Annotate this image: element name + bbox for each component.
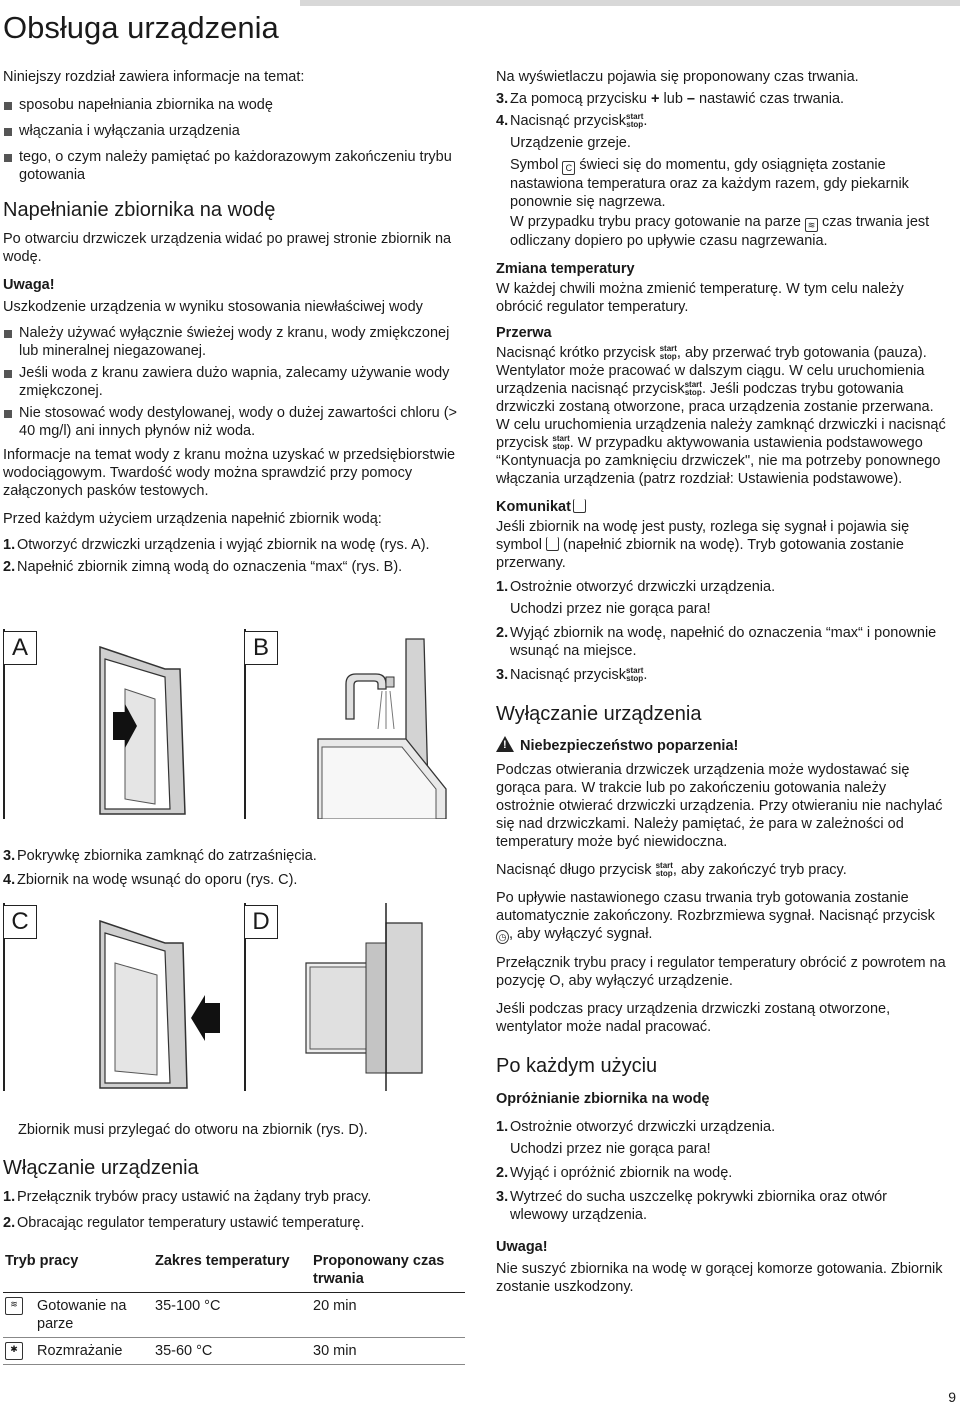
- display-text: Na wyświetlaczu pojawia się proponowany czas trwania.: [496, 69, 859, 85]
- table-header: Tryb pracy: [3, 1248, 153, 1293]
- left-steps-b: [3, 847, 463, 893]
- start-stop-icon: start stop: [552, 434, 570, 452]
- figure-a: [3, 629, 241, 819]
- caution-bullet: Należy używać wyłącznie świeżej wody z kranu, wody zmiękczonej lub mineralnej niegazowanej.: [3, 324, 463, 360]
- pause-heading: Przerwa: [496, 325, 552, 341]
- step-4: 4. Nacisnąć przyciskstart stop. Urządzenie grzeje. Symbol C świeci się do momentu, gdy osiągnięta zostanie nastawiona temperatura oraz za każdym razem, gdy piekarnik ponownie się nagrzewa. W przypadku trybu pracy gotowanie na parze ≋ czas trwania jest odliczany dopiero po upływie czasu nagrzewania.: [496, 112, 930, 249]
- temp-change-heading: Zmiana temperatury: [496, 261, 635, 277]
- start-stop-icon: start stop: [626, 112, 644, 130]
- steam-cooking-icon: ≋: [5, 1297, 23, 1315]
- switch-on-section: [3, 1150, 465, 1236]
- figure-d-label: D: [244, 905, 278, 939]
- pause-text: Nacisnąć krótko przycisk start stop, aby przerwać tryb gotowania (pauza). Wentylator może pracować w dalszym ciągu. W celu uruchomienia urządzenia nacisnąć przyciskstart stop. Jeśli podczas trybu gotowania drzwiczki zostaną otworzone, praca urządzenia zostanie przerwana. W celu uruchomienia urządzenia należy zamknąć drzwiczki i nacisnąć przycisk start stop. W przypadku aktywowania ustawienia podstawowego “Kontynuacja po zamknięciu drzwiczek", nie ma potrzeby ponownego włączania urządzenia (patrz rozdział: Ustawienia podstawowe).: [496, 344, 946, 487]
- steam-cooking-icon: ≋: [805, 218, 818, 232]
- intro-bullet: sposobu napełniania zbiornika na wodę: [3, 96, 463, 114]
- figure-c: [3, 903, 241, 1091]
- start-stop-icon: start stop: [684, 380, 702, 398]
- message-heading: Komunikat: [496, 498, 948, 516]
- table-row: ≋ Gotowanie na parze 35-100 °C 20 min: [3, 1293, 465, 1338]
- after-use-heading: Po każdym użyciu: [496, 1055, 658, 1077]
- fill-step-3: 3. Pokrywkę zbiornika zamknąć do zatrzaśnięcia.: [3, 848, 317, 864]
- figure-a-drawing: [5, 629, 241, 819]
- switch-off-p1: Podczas otwierania drzwiczek urządzenia może wydostawać się gorąca para. W trakcie lub po zakończeniu gotowania należy ostrożnie otwierać drzwiczki urządzenia. Przy otwieraniu nie nachylać się nad drzwiczkami. Należy pamiętać, że para w zależności od temperatury może być niewidoczna.: [496, 762, 943, 850]
- caution-bullet: Jeśli woda z kranu zawiera dużo wapnia, zalecamy używanie wody zmiękczonej.: [3, 364, 463, 400]
- switch-off-p2: Nacisnąć długo przycisk start stop, aby zakończyć tryb pracy.: [496, 861, 847, 879]
- before-use-text: Przed każdym użyciem urządzenia napełnić zbiornik wodą:: [3, 511, 382, 527]
- caution-bullet: Nie stosować wody destylowanej, wody o dużej zawartości chloru (> 40 mg/l) ani innych płynów niż woda.: [3, 404, 463, 440]
- warning-icon: [496, 736, 514, 752]
- empty-tank-heading: Opróżnianie zbiornika na wodę: [496, 1091, 710, 1107]
- fill-step-1: 1. Otworzyć drzwiczki urządzenia i wyjąć zbiornik na wodę (rys. A).: [3, 537, 430, 553]
- water-tank-icon: [546, 537, 559, 551]
- start-stop-icon: start stop: [659, 344, 677, 362]
- page-number: 9: [948, 1389, 956, 1405]
- temp-change-text: W każdej chwili można zmienić temperaturę. W tym celu należy obrócić regulator temperatury.: [496, 281, 904, 315]
- intro-bullet: tego, o czym należy pamiętać po każdorazowym zakończeniu trybu gotowania: [3, 148, 463, 184]
- minus-icon: –: [686, 91, 695, 107]
- left-column: [3, 68, 463, 580]
- figure-d-drawing: [246, 903, 468, 1091]
- caution-text: Nie suszyć zbiornika na wodę w gorącej komorze gotowania. Zbiornik zostanie uszkodzony.: [496, 1261, 943, 1295]
- empty-step-2: 2. Wyjąć i opróżnić zbiornik na wodę.: [496, 1165, 733, 1181]
- caution-text: Uszkodzenie urządzenia w wyniku stosowania niewłaściwej wody: [3, 299, 423, 315]
- figure-c-label: C: [3, 905, 37, 939]
- table-row: ✱ Rozmrażanie 35-60 °C 30 min: [3, 1338, 465, 1365]
- empty-step-1: 1. Ostrożnie otworzyć drzwiczki urządzenia. Uchodzi przez nie gorąca para!: [496, 1119, 776, 1157]
- intro-bullet: włączania i wyłączania urządzenia: [3, 122, 463, 140]
- figure-b-drawing: [246, 629, 468, 819]
- intro-text: Niniejszy rozdział zawiera informacje na temat:: [3, 69, 305, 85]
- switch-off-p5: Jeśli podczas pracy urządzenia drzwiczki zostaną otworzone, wentylator może nadal pracować.: [496, 1001, 891, 1035]
- figure-a-label: A: [3, 631, 37, 665]
- danger-warning: !Niebezpieczeństwo poparzenia!: [496, 736, 948, 755]
- figure-b-label: B: [244, 631, 278, 665]
- msg-step-1: 1. Ostrożnie otworzyć drzwiczki urządzenia. Uchodzi przez nie gorąca para!: [496, 579, 776, 617]
- fit-note: Zbiornik musi przylegać do otworu na zbiornik (rys. D).: [18, 1122, 368, 1138]
- figure-c-drawing: [5, 903, 241, 1091]
- fill-step-4: 4. Zbiornik na wodę wsunąć do oporu (rys. C).: [3, 872, 298, 888]
- caution-title: Uwaga!: [3, 277, 55, 293]
- page-title: Obsługa urządzenia: [3, 10, 279, 45]
- msg-step-3: 3. Nacisnąć przyciskstart stop.: [496, 666, 648, 684]
- plus-icon: +: [651, 91, 660, 107]
- table-header: Proponowany czas trwania: [311, 1248, 465, 1293]
- switch-on-heading: Włączanie urządzenia: [3, 1157, 199, 1179]
- on-step-1: 1. Przełącznik trybów pracy ustawić na żądany tryb pracy.: [3, 1189, 372, 1205]
- empty-step-3: 3. Wytrzeć do sucha uszczelkę pokrywki zbiornika oraz otwór wlewowy urządzenia.: [496, 1189, 888, 1223]
- temperature-symbol-icon: C: [562, 161, 575, 175]
- table-header: Zakres temperatury: [153, 1248, 311, 1293]
- start-stop-icon: start stop: [655, 861, 673, 879]
- fill-step-2: 2. Napełnić zbiornik zimną wodą do oznaczenia “max“ (rys. B).: [3, 559, 403, 575]
- fill-paragraph: Po otwarciu drzwiczek urządzenia widać po prawej stronie zbiornik na wodę.: [3, 231, 452, 265]
- right-column: [496, 68, 948, 1302]
- switch-off-heading: Wyłączanie urządzenia: [496, 703, 702, 725]
- caution-title: Uwaga!: [496, 1239, 548, 1255]
- switch-off-p4: Przełącznik trybu pracy i regulator temperatury obrócić z powrotem na pozycję O, aby wyłączyć urządzenie.: [496, 955, 946, 989]
- defrost-icon: ✱: [5, 1342, 23, 1360]
- start-stop-icon: start stop: [626, 666, 644, 684]
- modes-table: [3, 1248, 465, 1365]
- water-tank-icon: [573, 499, 586, 513]
- switch-off-p3: Po upływie nastawionego czasu trwania tryb gotowania zostanie automatycznie zakończony. Rozbrzmiewa sygnał. Nacisnąć przycisk ◷ , aby wyłączyć sygnał.: [496, 890, 935, 942]
- top-bar: [0, 0, 960, 6]
- fill-heading: Napełnianie zbiornika na wodę: [3, 199, 276, 221]
- water-info: Informacje na temat wody z kranu można uzyskać w przedsiębiorstwie wodociągowym. Twardość wody można sprawdzić przy pomocy załączonych pasków testowych.: [3, 447, 456, 499]
- clock-icon: ◷: [496, 930, 509, 944]
- msg-step-2: 2. Wyjąć zbiornik na wodę, napełnić do oznaczenia “max“ i ponownie wsunąć na miejsce.: [496, 625, 937, 659]
- step-3: 3. Za pomocą przycisku + lub – nastawić czas trwania.: [496, 91, 845, 107]
- message-text: Jeśli zbiornik na wodę jest pusty, rozlega się sygnał i pojawia się symbol (napełnić zbiornik na wodę). Tryb gotowania zostanie przerwany.: [496, 519, 910, 571]
- on-step-2: 2. Obracając regulator temperatury ustawić temperaturę.: [3, 1215, 365, 1231]
